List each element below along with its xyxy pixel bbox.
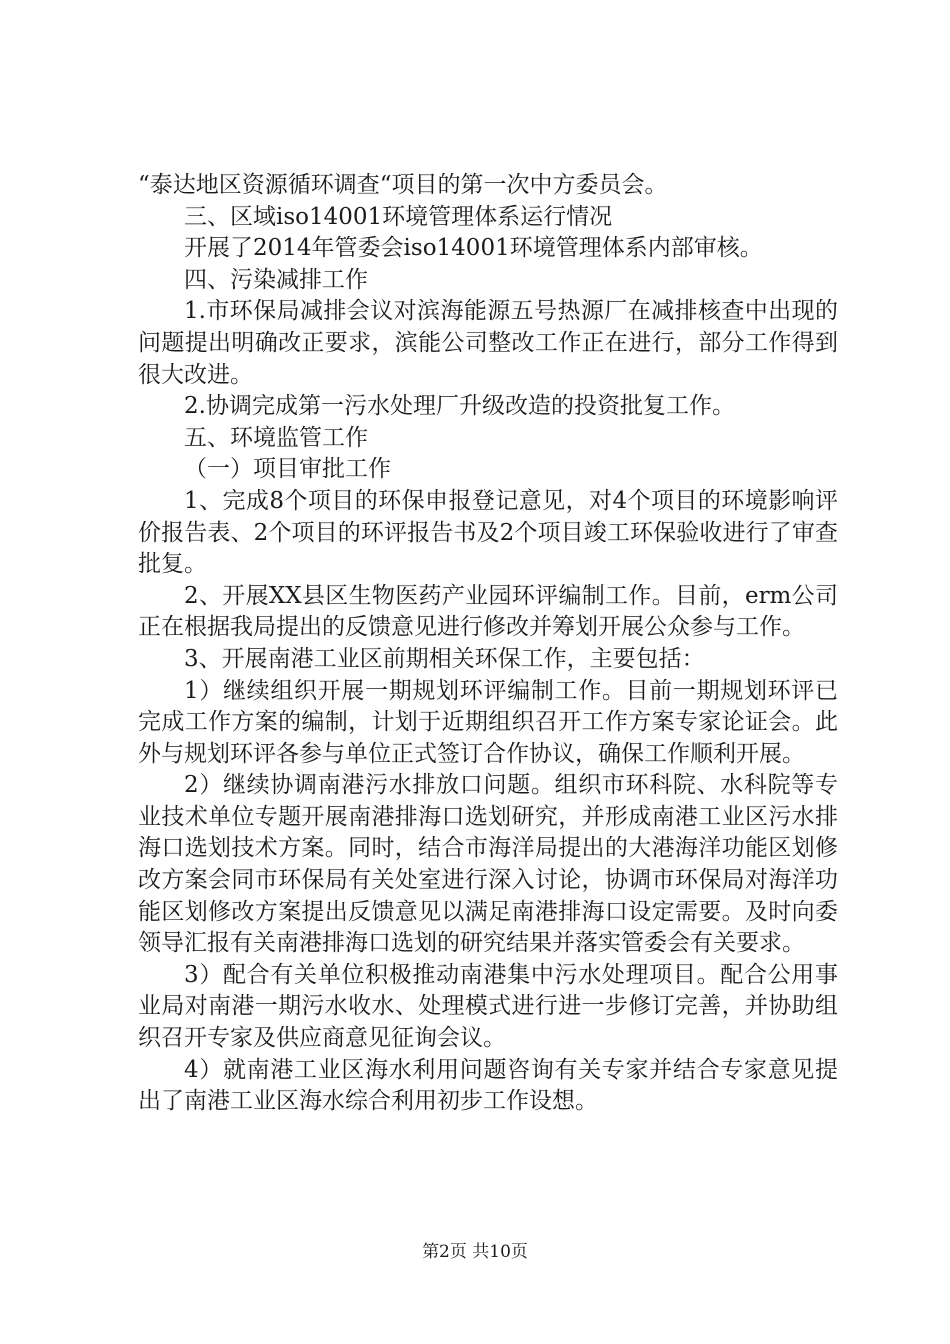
paragraph: 2.协调完成第一污水处理厂升级改造的投资批复工作。	[184, 393, 735, 420]
paragraph: 1.市环保局减排会议对滨海能源五号热源厂在减排核查中出现的问题提出明确改正要求，滨能公司整改工作正在进行，部分工作得到很大改进。	[138, 298, 838, 388]
page-number-footer: 第2页 共10页	[422, 1242, 528, 1262]
subsection-heading: （一）项目审批工作	[184, 456, 391, 483]
section-heading: 五、环境监管工作	[184, 424, 368, 451]
paragraph: 开展了2014年管委会iso14001环境管理体系内部审核。	[184, 235, 763, 262]
section-heading: 四、污染减排工作	[184, 266, 368, 293]
paragraph: 3、开展南港工业区前期相关环保工作，主要包括：	[184, 645, 705, 672]
paragraph: 2、开展XX县区生物医药产业园环评编制工作。目前，erm公司正在根据我局提出的反馈意见进行修改并筹划开展公众参与工作。	[138, 582, 838, 641]
paragraph: “泰达地区资源循环调查“项目的第一次中方委员会。	[138, 172, 668, 198]
paragraph: 3）配合有关单位积极推动南港集中污水处理项目。配合公用事业局对南港一期污水收水、处理模式进行进一步修订完善，并协助组织召开专家及供应商意见征询会议。	[138, 961, 838, 1052]
paragraph: 1、完成8个项目的环保申报登记意见，对4个项目的环境影响评价报告表、2个项目的环评报告书及2个项目竣工环保验收进行了审查批复。	[138, 487, 838, 578]
document-body	[138, 170, 838, 1118]
paragraph: 2）继续协调南港污水排放口问题。组织市环科院、水科院等专业技术单位专题开展南港排海口选划研究，并形成南港工业区污水排海口选划技术方案。同时，结合市海洋局提出的大港海洋功能区划修改方案会同市环保局有关处室进行深入讨论，协调市环保局对海洋功能区划修改方案提出反馈意见以满足南港排海口设定需要。及时向委领导汇报有关南港排海口选划的研究结果并落实管委会有关要求。	[138, 772, 838, 957]
paragraph: 1）继续组织开展一期规划环评编制工作。目前一期规划环评已完成工作方案的编制，计划于近期组织召开工作方案专家论证会。此外与规划环评各参与单位正式签订合作协议，确保工作顺利开展。	[138, 677, 838, 767]
section-heading: 三、区域iso14001环境管理体系运行情况	[184, 203, 613, 230]
paragraph: 4）就南港工业区海水利用问题咨询有关专家并结合专家意见提出了南港工业区海水综合利用初步工作设想。	[138, 1056, 838, 1115]
